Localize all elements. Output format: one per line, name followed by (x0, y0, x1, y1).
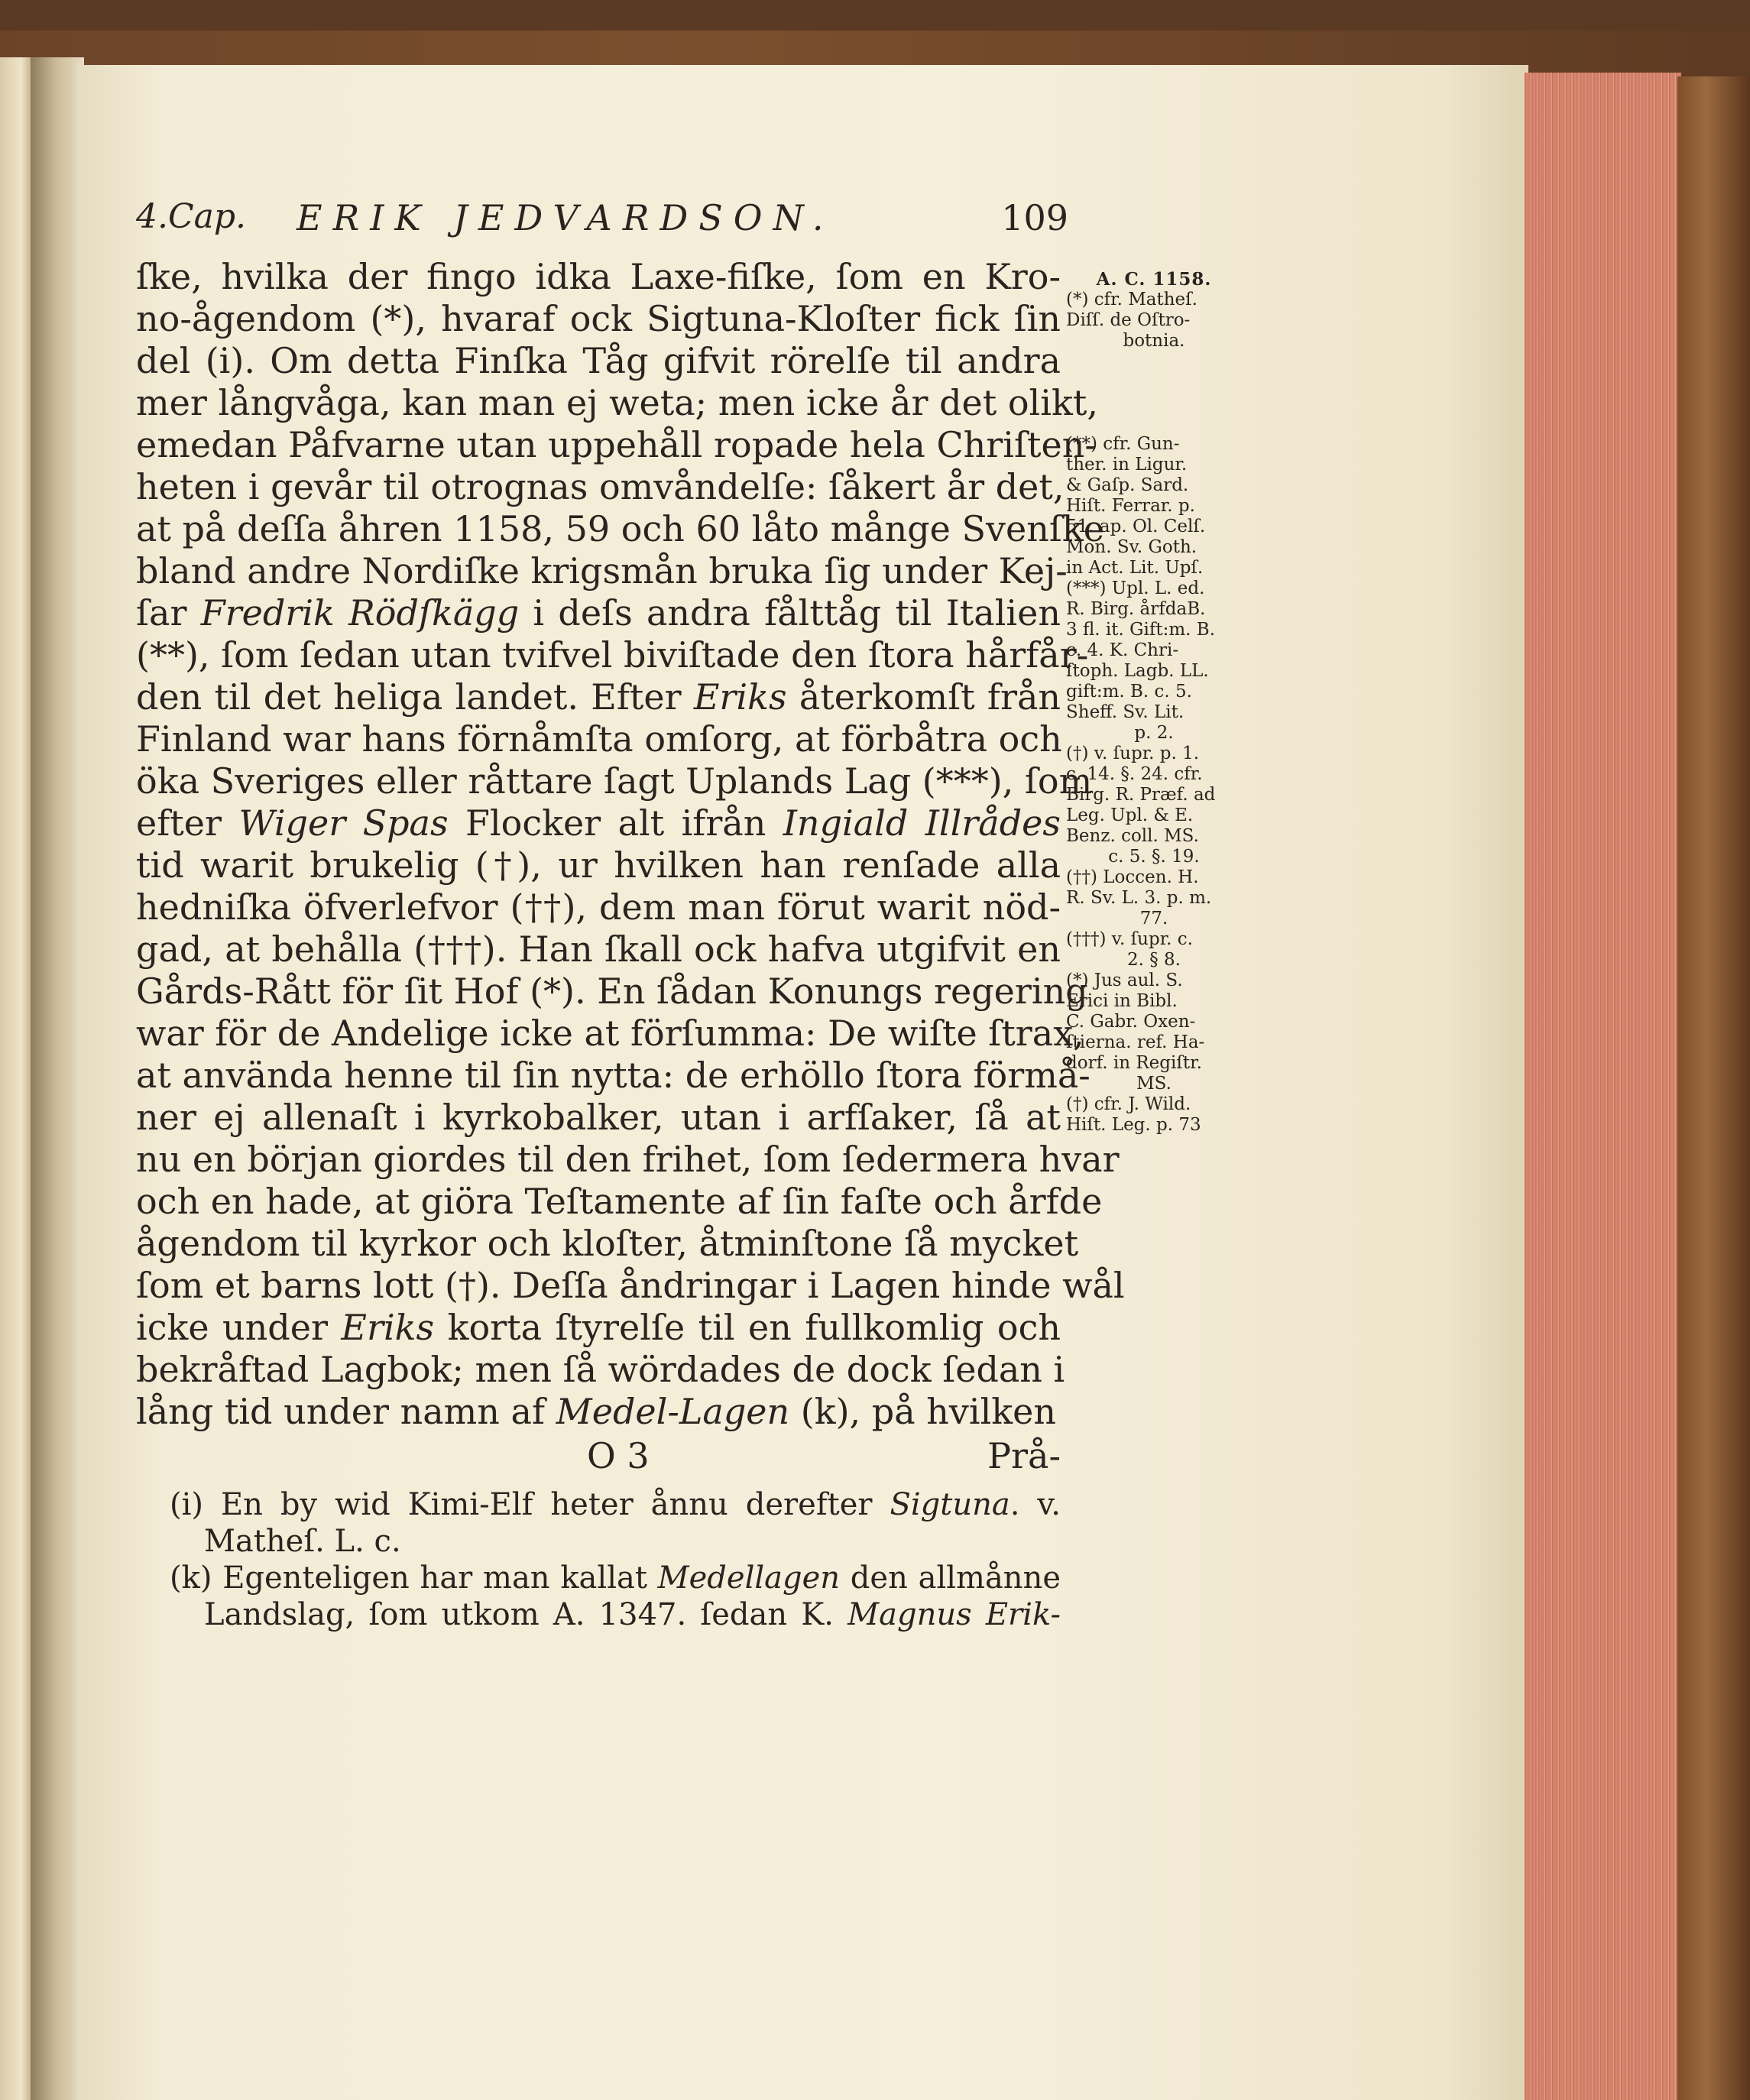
margin-note-line (1066, 413, 1242, 434)
text-run: och en hade, at giöra Teſtamente af ſin faſte och årfde (136, 1181, 1103, 1222)
margin-note-line: Hiſt. Leg. p. 73 (1066, 1115, 1201, 1135)
margin-note-line: (††) Loccen. H. (1066, 867, 1199, 887)
italic-run: Wiger Spas (238, 802, 449, 844)
margin-note-line: ther. in Ligur. (1066, 455, 1188, 475)
margin-note-line: Birg. R. Præf. ad (1066, 785, 1216, 805)
text-run: at på deſſa åhren 1158, 59 och 60 låto månge Svenſke (136, 508, 1104, 549)
text-run: bekråftad Lagbok; men ſå wördades de dock ſedan i (136, 1349, 1065, 1390)
text-run: återkomſt från (786, 676, 1061, 718)
text-run: (i) En by wid Kimi-Elf heter ånnu derefter (170, 1487, 890, 1522)
text-run: ågendom til kyrkor och kloſter, åtminſtone ſå mycket (136, 1223, 1079, 1264)
text-line (136, 550, 1068, 592)
text-run: (k) Egenteligen har man kallat (170, 1560, 658, 1596)
margin-note-line: & Gaſp. Sard. (1066, 475, 1189, 495)
margin-note-line: c. 4. K. Chri- (1066, 640, 1179, 660)
text-line (136, 466, 1065, 508)
page-title: ERIK JEDVARDSON. (297, 197, 834, 238)
catchword: Prå- (987, 1435, 1061, 1476)
margin-note-line: (*) cfr. Matheſ. (1066, 290, 1197, 309)
footnote-line (170, 1523, 1061, 1560)
margin-note-line: 51. ap. Ol. Celſ. (1066, 517, 1206, 536)
margin-note-line: dorf. in Regiſtr. (1066, 1053, 1202, 1073)
text-line (136, 1223, 1079, 1265)
text-run: Matheſ. L. c. (204, 1524, 401, 1559)
margin-note-line: c. 5. §. 19. (1108, 847, 1200, 867)
text-run: mer långvåga, kan man ej weta; men icke år det olikt, (136, 382, 1098, 423)
text-run: (**), ſom ſedan utan tvifvel biviſtade den ſtora hårfår- (136, 634, 1089, 676)
text-line (136, 928, 1061, 971)
margin-note-line: 3 fl. it. Gift:m. B. (1066, 620, 1216, 640)
margin-note-line: ſtierna. ref. Ha- (1066, 1032, 1205, 1052)
margin-note-line: c. 14. §. 24. cfr. (1066, 764, 1203, 784)
text-line (136, 1307, 1061, 1349)
text-run: emedan Påfvarne utan uppehåll ropade hela Chriſten- (136, 424, 1097, 465)
text-line (136, 1181, 1103, 1223)
text-run: tid warit brukelig (†), ur hvilken han renſade alla (136, 844, 1061, 886)
margin-note-line: 2. § 8. (1126, 950, 1181, 970)
margin-note-line: Benz. coll. MS. (1066, 826, 1199, 846)
margin-note-line: (†) v. ſupr. p. 1. (1066, 744, 1200, 763)
margin-note-line: (†) cfr. J. Wild. (1066, 1094, 1191, 1114)
text-line (136, 886, 1061, 928)
footnotes (170, 1486, 1061, 1633)
signature-line (136, 1435, 1061, 1477)
margin-note-line: (***) Upl. L. ed. (1066, 578, 1205, 598)
left-page-edge (0, 57, 31, 2100)
text-run: den til det heliga landet. Efter (136, 676, 694, 718)
margin-note-line (1066, 372, 1242, 393)
italic-run: Fredrik Rödſkägg (200, 592, 520, 634)
margin-note-line: Mon. Sv. Goth. (1066, 537, 1197, 557)
chapter-label: 4.Cap. (136, 197, 247, 236)
text-run: korta ſtyrelſe til en fullkomlig och (434, 1307, 1061, 1348)
text-run: (k), på hvilken (789, 1391, 1057, 1432)
running-head (136, 197, 1068, 251)
footnote-line (170, 1560, 1061, 1596)
text-run: den allmånne (840, 1560, 1061, 1596)
text-run: i deſs andra fålttåg til Italien (519, 592, 1061, 634)
italic-run: Eriks (341, 1307, 435, 1348)
text-run: no-ågendom (*), hvaraf ock Sigtuna-Kloſter fick ſin (136, 298, 1061, 339)
text-line (136, 1391, 1061, 1433)
margin-note-line: gift:m. B. c. 5. (1066, 682, 1192, 702)
footnote-line (170, 1596, 1061, 1633)
italic-run: Medellagen (657, 1560, 841, 1596)
page-fore-edge (1525, 73, 1681, 2100)
footnote-line (170, 1486, 1061, 1523)
italic-run: Sigtuna (890, 1487, 1010, 1522)
text-run: Landslag, ſom utkom A. 1347. ſedan K. (204, 1597, 848, 1632)
text-line (136, 1097, 1061, 1139)
signature-mark: O 3 (587, 1435, 650, 1476)
text-run: ſom et barns lott (†). Deſſa åndringar i Lagen hinde wål (136, 1265, 1125, 1306)
italic-run: Medel-Lagen (556, 1391, 790, 1432)
text-run: . v. (1009, 1487, 1061, 1522)
text-line (136, 676, 1061, 718)
italic-run: Ingiald Illrådes (783, 802, 1061, 844)
text-line (136, 634, 1089, 676)
margin-note-line: Erici in Bibl. (1066, 991, 1178, 1011)
text-line (136, 382, 1098, 424)
text-run: at använda henne til ſin nytta: de erhöllo ſtora förmå- (136, 1055, 1091, 1096)
margin-note-line: botnia. (1123, 331, 1185, 351)
text-run: ſke, hvilka der fingo idka Laxe-fiſke, ſom en Kro- (136, 256, 1061, 297)
margin-note-line: ſtoph. Lagb. LL. (1066, 661, 1209, 681)
text-line (136, 971, 1088, 1013)
book-binding-edge (1677, 76, 1750, 2100)
margin-note-line (1066, 352, 1242, 372)
text-run: ſar (136, 592, 201, 634)
text-run: Finland war hans förnåmſta omſorg, at förbåtra och (136, 718, 1062, 760)
text-line (136, 1013, 1084, 1055)
margin-note-line: (†††) v. ſupr. c. (1066, 929, 1193, 949)
text-run: del (i). Om detta Finſka Tåg gifvit rörelſe til andra (136, 340, 1061, 381)
margin-note-line: Leg. Upl. & E. (1066, 805, 1194, 825)
text-line (136, 844, 1061, 886)
text-run: öka Sveriges eller råttare ſagt Uplands Lag (***), ſom (136, 760, 1093, 802)
margin-note-line: p. 2. (1134, 723, 1174, 743)
margin-note-line: R. Birg. årfdaB. (1066, 599, 1206, 619)
text-run: hedniſka öfverlefvor (††), dem man förut warit nöd- (136, 886, 1061, 928)
text-line (136, 340, 1061, 382)
margin-note-line: Hiſt. Ferrar. p. (1066, 496, 1195, 516)
italic-run: Magnus Erik- (847, 1597, 1061, 1632)
page-number: 109 (1001, 197, 1068, 238)
margin-note-line: 77. (1139, 909, 1168, 928)
margin-note-line: R. Sv. L. 3. p. m. (1066, 888, 1212, 908)
text-run: Flocker alt ifrån (448, 802, 783, 844)
text-line (136, 1265, 1125, 1307)
margin-note-line: C. Gabr. Oxen- (1066, 1012, 1196, 1032)
text-line (136, 1055, 1091, 1097)
text-line (136, 1349, 1065, 1391)
text-line (136, 1139, 1120, 1181)
text-run: icke under (136, 1307, 342, 1348)
margin-note-line (1066, 393, 1242, 413)
margin-note-line: (*) Jus aul. S. (1066, 971, 1183, 990)
text-line (136, 508, 1104, 550)
text-line (136, 298, 1061, 340)
text-line (136, 256, 1061, 298)
margin-note-line: Diſſ. de Oſtro- (1066, 310, 1191, 330)
italic-run: Eriks (693, 676, 787, 718)
margin-note-line: Sheff. Sv. Lit. (1066, 702, 1184, 722)
text-run: Gårds-Rått för ſit Hof (*). En ſådan Konungs regering (136, 971, 1088, 1012)
text-run: heten i gevår til otrognas omvåndelſe: ſåkert år det, (136, 466, 1065, 507)
text-run: gad, at behålla (†††). Han ſkall ock hafva utgifvit en (136, 928, 1061, 970)
text-line (136, 424, 1097, 466)
margin-note-line: in Act. Lit. Upſ. (1066, 558, 1204, 578)
text-run: lång tid under namn af (136, 1391, 556, 1432)
margin-notes (1066, 269, 1242, 1136)
text-run: war för de Andelige icke at förſumma: De wiſte ſtrax, (136, 1013, 1084, 1054)
text-run: bland andre Nordiſke krigsmån bruka ſig under Kej- (136, 550, 1068, 591)
margin-note-line: MS. (1136, 1074, 1172, 1094)
text-run: efter (136, 802, 239, 844)
text-line (136, 760, 1093, 802)
text-line (136, 802, 1061, 844)
text-line (136, 592, 1061, 634)
text-line (136, 718, 1061, 760)
margin-note-line: A. C. 1158. (1096, 269, 1212, 290)
text-run: ner ej allenaſt i kyrkobalker, utan i arfſaker, ſå at (136, 1097, 1061, 1138)
text-run: nu en början giordes til den frihet, ſom ſedermera hvar (136, 1139, 1120, 1180)
margin-note-line: (**) cfr. Gun- (1066, 434, 1180, 454)
